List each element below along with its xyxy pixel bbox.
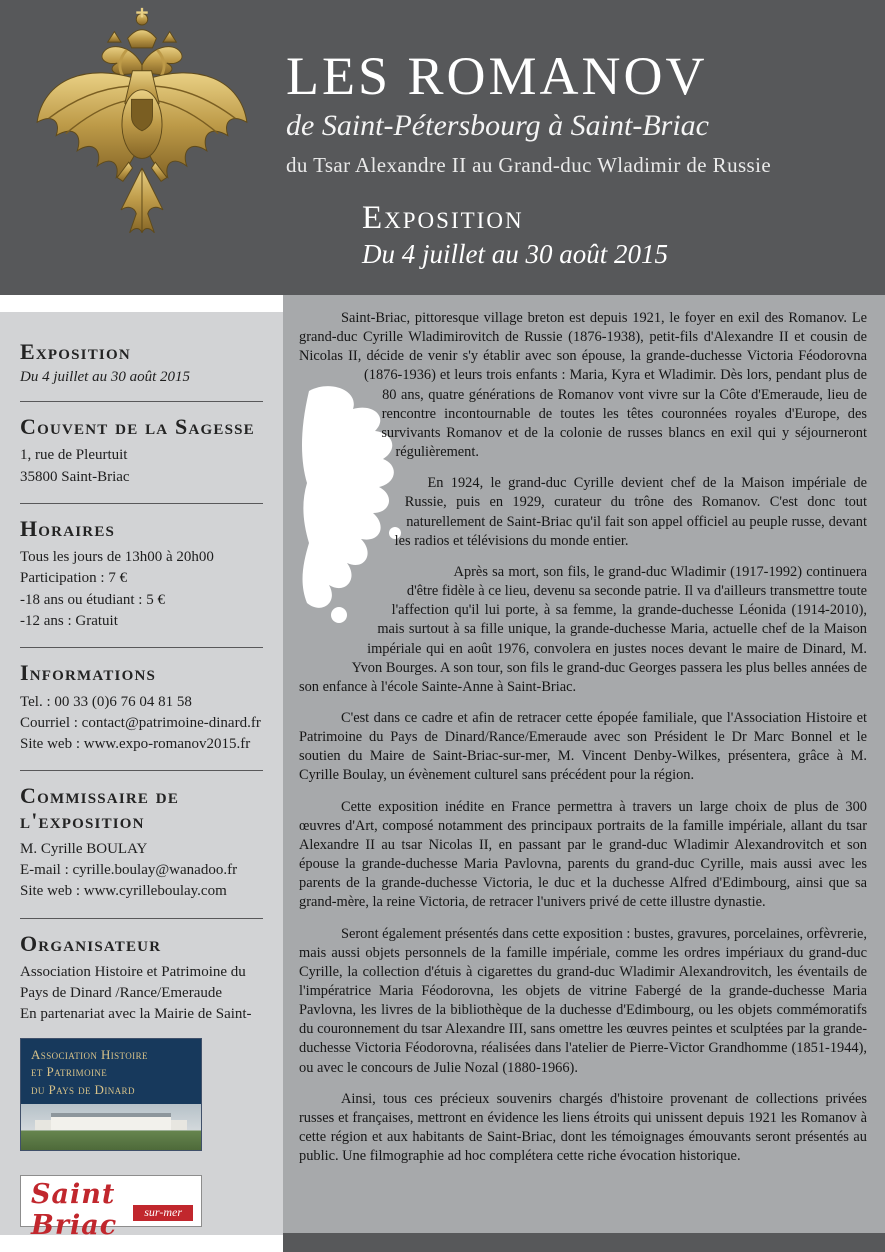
association-logo-text bbox=[21, 1039, 201, 1105]
page-subtitle: de Saint-Pétersbourg à Saint-Briac bbox=[286, 108, 709, 142]
paragraph-4: C'est dans ce cadre et afin de retracer cette épopée familiale, que l'Association Histoire et Patrimoine du Pays de Dinard/Rance/Emeraude avec son Président le Dr Marc Bonnel et le soutien du Maire de Saint-Briac-sur-mer, M. Vincent Denby-Wilkes, présentera, grâce à M. Cyrille Boulay, un évènement culturel sans précédent pour la région. bbox=[299, 709, 867, 784]
venue-address-line1: 1, rue de Pleurtuit bbox=[20, 447, 128, 464]
exposition-dates: Du 4 juillet au 30 août 2015 bbox=[362, 238, 668, 269]
paragraph-5: Cette exposition inédite en France permettra à travers un large choix de plus de 300 œuvres d'Art, composé notamment des principaux portraits de la famille impériale, allant du tsar Alexandre II au tsar Nicolas II, en passant par le grand-duc Wladimir Alexandrovitch et son épouse la grande-duchesse Maria Pavlovna, parents du grand-duc Cyrille, mais aussi avec les parents de la grande-duchesse Victoria, le duc et la duchesse Alfred d'Edimbourg, ainsi que sa grand-mère, la reine Victoria, de retracer l'univers privé de cette illustre dynastie. bbox=[299, 798, 867, 911]
sidebar-section-horaires bbox=[20, 517, 263, 632]
price-line: Participation : 7 € bbox=[20, 570, 128, 587]
header-text-block bbox=[286, 48, 771, 270]
exposition-announce bbox=[362, 200, 771, 270]
info-sidebar bbox=[0, 312, 283, 1235]
venue-address-line2: 35800 Saint-Briac bbox=[20, 468, 130, 485]
footer-band bbox=[283, 1233, 885, 1252]
exposition-label: Exposition bbox=[362, 199, 524, 236]
manor-building bbox=[51, 1113, 171, 1130]
article-body bbox=[283, 295, 885, 1233]
header-band bbox=[0, 0, 885, 295]
curator-email: E-mail : cyrille.boulay@wanadoo.fr bbox=[20, 862, 238, 879]
organizer-name: Association Histoire et Patrimoine du Pays de Dinard /Rance/Emeraude bbox=[20, 963, 246, 1002]
separator bbox=[20, 503, 263, 504]
curator-name: M. Cyrille BOULAY bbox=[20, 840, 148, 857]
page-subtitle-secondary: du Tsar Alexandre II au Grand-duc Wladimir de Russie bbox=[286, 152, 772, 177]
sidebar-section-venue bbox=[20, 415, 263, 488]
imperial-double-headed-eagle-icon bbox=[26, 4, 258, 290]
paragraph-7: Ainsi, tous ces précieux souvenirs chargés d'histoire provenant de collections privées russes et françaises, mettront en évidence les liens étroits qui unissent depuis 1921 les Romanov à cette région et aux habitants de Saint-Briac, dont les témoignages émouvants seront présentés au public. Une filmographie ad hoc complétera cette riche évocation historique. bbox=[299, 1090, 867, 1165]
hours-line: Tous les jours de 13h00 à 20h00 bbox=[20, 549, 214, 566]
sidebar-section-commissaire bbox=[20, 784, 263, 902]
separator bbox=[20, 770, 263, 771]
page-title: LES ROMANOV bbox=[286, 46, 708, 106]
phone-line: Tel. : 00 33 (0)6 76 04 81 58 bbox=[20, 693, 192, 710]
section-title-organisateur: Organisateur bbox=[20, 930, 162, 956]
paragraph-2: En 1924, le grand-duc Cyrille devient chef de la Maison impériale de Russie, puis en 1929, curateur du trône des Romanov. C'est donc tout naturellement de Saint-Briac qu'il fait son appel officiel au peuple russe, devant les radios et télévisions du monde entier. bbox=[394, 475, 867, 549]
section-title-horaires: Horaires bbox=[20, 515, 116, 541]
separator bbox=[20, 918, 263, 919]
association-logo-line1: Association Histoire bbox=[31, 1046, 148, 1062]
exposition-date: Du 4 juillet au 30 août 2015 bbox=[20, 369, 190, 386]
price-line-reduced: -18 ans ou étudiant : 5 € bbox=[20, 591, 165, 608]
curator-website: Site web : www.cyrilleboulay.com bbox=[20, 883, 227, 900]
organizer-partner: En partenariat avec la Mairie de Saint- bbox=[20, 1006, 252, 1023]
paragraph-1: Saint-Briac, pittoresque village breton est depuis 1921, le foyer en exil des Romanov. Le grand-duc Cyrille Wladimirovitch de Russie (1876-1938), petit-fils d'Alexandre II et cousin de Nicolas II, décide de venir s'y établir avec son épouse, la grande-duchesse Victoria Féodorovna (1876-1936) et leurs trois enfants : Maria, Kyra et Wladimir. Dès lors, pendant plus de 80 ans, quatre générations de Romanov vont vivre sur la Côte d'Emeraude, lieu de rencontre incontournable de toutes les têtes couronnées royales d'Europe, des survivants Romanov et de la colonie de russes blancs en exil qui y séjourneront régulièrement. bbox=[299, 310, 867, 461]
association-logo bbox=[20, 1038, 202, 1152]
saint-briac-logo bbox=[20, 1175, 202, 1235]
section-title-informations: Informations bbox=[20, 660, 157, 686]
website-line: Site web : www.expo-romanov2015.fr bbox=[20, 736, 251, 753]
section-title-commissaire: Commissaire de l'exposition bbox=[20, 783, 180, 833]
separator bbox=[20, 401, 263, 402]
association-logo-line2: et Patrimoine bbox=[31, 1064, 108, 1080]
sidebar-section-exposition bbox=[20, 340, 263, 386]
separator bbox=[20, 647, 263, 648]
manor-photo bbox=[21, 1104, 201, 1150]
paragraph-3: Après sa mort, son fils, le grand-duc Wladimir (1917-1992) continuera d'être fidèle à ce lieu, devenu sa seconde patrie. Il va d'ailleurs transmettre toute l'affection qu'il lui porte, à sa femme, la grande-duchesse Léonida (1914-2010), mais surtout à sa fille unique, la grande-duchesse Maria, actuelle chef de la Maison impériale qui en août 1976, convolera en justes noces devant le maire de Dinard, M. Yvon Bourges. A son tour, son fils le grand-duc Georges passera les plus belles années de son enfance à l'école Sainte-Anne à Saint-Briac. bbox=[299, 563, 867, 695]
section-title-exposition: Exposition bbox=[20, 339, 131, 364]
paragraph-6: Seront également présentés dans cette exposition : bustes, gravures, porcelaines, orfèvrerie, mais aussi objets personnels de la famille impériale, comme les ordres impériaux du grand-duc Cyrille, la collection d'étuis à cigarettes du grand-duc Wladimir Alexandrovitch, les éventails de l'impératrice Maria Féodorovna, les objets de vitrine Fabergé de la grande-duchesse Maria Pavlovna, les livres de la bibliothèque de la duchesse d'Edimbourg, ou les objets commémoratifs du couronnement du tsar Alexandre III, sans omettre les œuvres peintes et sculptées par la grande-duchesse Victoria Féodorovna, réalisées dans l'atelier de Pierre-Victor Grandhomme (1851-1944), ou avec le concours de Julie Nozal (1880-1966). bbox=[299, 925, 867, 1076]
sidebar-section-organisateur bbox=[20, 930, 263, 1235]
email-line: Courriel : contact@patrimoine-dinard.fr bbox=[20, 714, 261, 731]
section-title-venue: Couvent de la Sagesse bbox=[20, 414, 255, 440]
price-line-free: -12 ans : Gratuit bbox=[20, 613, 118, 630]
saint-briac-logo-name: Saint Briac bbox=[31, 1179, 118, 1235]
association-logo-line3: du Pays de Dinard bbox=[31, 1081, 135, 1097]
sidebar-section-informations bbox=[20, 661, 263, 755]
saint-briac-logo-suffix: sur-mer bbox=[133, 1205, 193, 1221]
